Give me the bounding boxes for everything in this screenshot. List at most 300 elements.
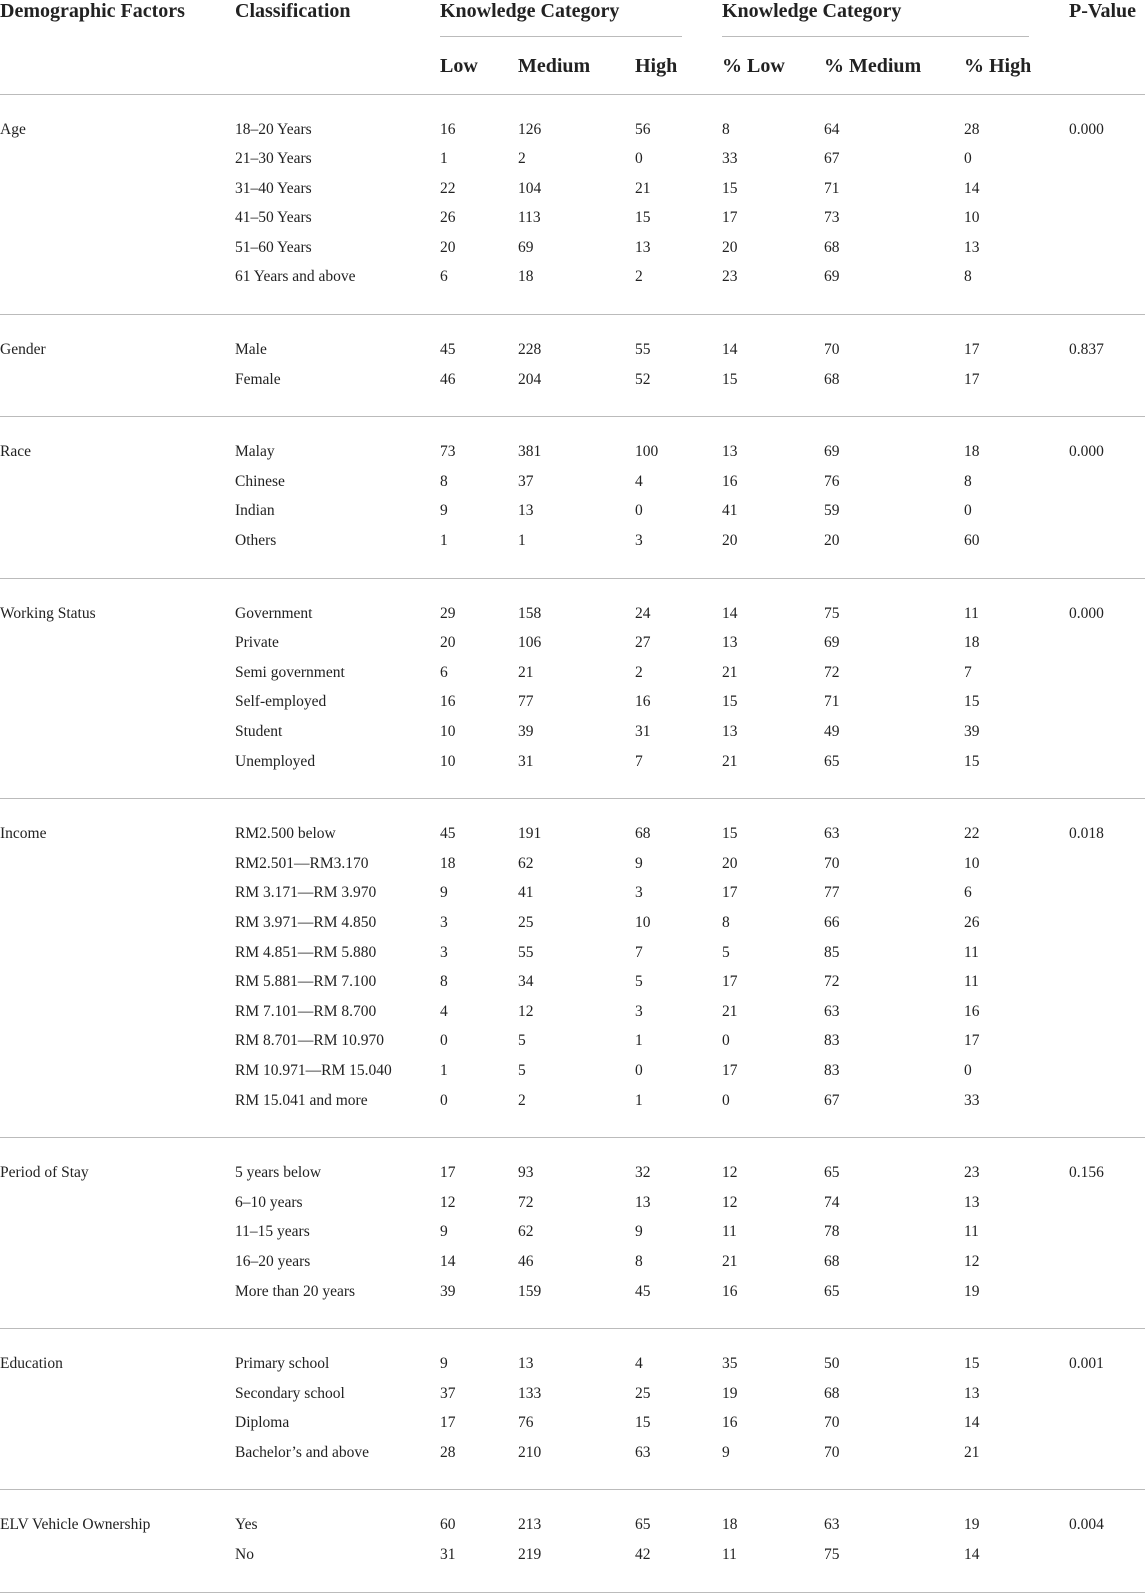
medium-count-cell: 113 bbox=[518, 209, 541, 227]
pct-low-cell: 17 bbox=[722, 1061, 738, 1079]
table-row bbox=[0, 908, 1145, 938]
high-count-cell: 24 bbox=[635, 604, 651, 622]
high-count-cell: 0 bbox=[635, 150, 643, 168]
classification-cell: 61 Years and above bbox=[235, 262, 440, 314]
table-row bbox=[0, 1329, 1145, 1379]
pct-high-cell: 0 bbox=[964, 1061, 972, 1079]
pct-high-cell: 14 bbox=[964, 1414, 980, 1432]
medium-count-cell: 37 bbox=[518, 472, 534, 490]
p-value-cell bbox=[1069, 1408, 1145, 1438]
pct-high-cell: 18 bbox=[964, 634, 980, 652]
pct-low-cell: 41 bbox=[722, 502, 738, 520]
table-row bbox=[0, 315, 1145, 365]
pct-low-cell: 15 bbox=[722, 365, 824, 417]
classification-cell: Male bbox=[235, 341, 267, 359]
factor-cell bbox=[0, 1247, 235, 1277]
classification-cell: Primary school bbox=[235, 1355, 330, 1373]
pct-high-cell: 11 bbox=[964, 604, 979, 622]
factor-cell bbox=[0, 144, 235, 174]
medium-count-cell: 210 bbox=[518, 1438, 635, 1490]
classification-cell: RM 4.851—RM 5.880 bbox=[235, 943, 377, 961]
table-row bbox=[0, 1490, 1145, 1540]
medium-count-cell: 31 bbox=[518, 747, 635, 799]
low-count-cell: 3 bbox=[440, 943, 448, 961]
low-count-cell: 60 bbox=[440, 1516, 456, 1534]
pct-medium-cell: 49 bbox=[824, 723, 840, 740]
medium-count-cell: 228 bbox=[518, 341, 542, 359]
low-count-cell: 17 bbox=[440, 1164, 456, 1182]
pct-low-cell: 20 bbox=[722, 854, 738, 872]
high-count-cell: 15 bbox=[635, 209, 651, 227]
classification-cell: Yes bbox=[235, 1516, 258, 1534]
pct-low-cell: 35 bbox=[722, 1355, 738, 1373]
low-count-cell: 1 bbox=[440, 1061, 448, 1079]
medium-count-cell: 381 bbox=[518, 443, 542, 461]
factor-cell: Gender bbox=[0, 341, 46, 359]
medium-count-cell: 25 bbox=[518, 913, 534, 931]
pct-low-cell: 21 bbox=[722, 1002, 738, 1020]
p-value-cell bbox=[1069, 997, 1145, 1027]
p-value-cell: 0.156 bbox=[1069, 1164, 1104, 1182]
pct-high-cell: 15 bbox=[964, 1355, 980, 1373]
pct-high-cell: 0 bbox=[964, 502, 972, 520]
p-value-cell bbox=[1069, 908, 1145, 938]
header-demographic-factors: Demographic Factors bbox=[0, 0, 185, 22]
low-count-cell: 18 bbox=[440, 854, 456, 872]
medium-count-cell: 77 bbox=[518, 693, 534, 711]
pct-high-cell: 26 bbox=[964, 913, 980, 931]
high-count-cell: 13 bbox=[635, 1193, 651, 1211]
pct-low-cell: 19 bbox=[722, 1384, 738, 1402]
high-count-cell: 3 bbox=[635, 526, 722, 578]
pct-low-cell: 11 bbox=[722, 1540, 824, 1592]
low-count-cell: 46 bbox=[440, 365, 518, 417]
pct-medium-cell: 83 bbox=[824, 1061, 840, 1079]
low-count-cell: 26 bbox=[440, 209, 456, 227]
pct-low-cell: 16 bbox=[722, 1277, 824, 1329]
factor-cell bbox=[0, 1188, 235, 1218]
low-count-cell: 29 bbox=[440, 604, 456, 622]
table-row bbox=[0, 687, 1145, 717]
classification-cell: 16–20 years bbox=[235, 1252, 311, 1270]
p-value-cell bbox=[1069, 878, 1145, 908]
high-count-cell: 52 bbox=[635, 365, 722, 417]
pct-medium-cell: 65 bbox=[824, 747, 964, 799]
low-count-cell: 16 bbox=[440, 693, 456, 711]
low-count-cell: 20 bbox=[440, 238, 456, 256]
high-count-cell: 25 bbox=[635, 1384, 651, 1402]
p-value-cell bbox=[1069, 938, 1145, 968]
p-value-cell bbox=[1069, 1247, 1145, 1277]
p-value-cell: 0.837 bbox=[1069, 341, 1104, 359]
factor-cell: Age bbox=[0, 120, 26, 138]
classification-cell: Malay bbox=[235, 443, 275, 461]
pct-medium-cell: 65 bbox=[824, 1164, 840, 1182]
factor-cell bbox=[0, 496, 235, 526]
pct-low-cell: 0 bbox=[722, 1086, 824, 1138]
classification-cell: Female bbox=[235, 365, 440, 417]
medium-count-cell: 12 bbox=[518, 1002, 534, 1020]
medium-count-cell: 72 bbox=[518, 1193, 534, 1211]
pct-medium-cell: 85 bbox=[824, 943, 840, 961]
pct-high-cell: 12 bbox=[964, 1252, 980, 1270]
factor-group bbox=[0, 578, 1145, 799]
low-count-cell: 20 bbox=[440, 634, 456, 652]
pct-medium-cell: 75 bbox=[824, 604, 840, 622]
factor-cell bbox=[0, 997, 235, 1027]
header-low: Low bbox=[440, 37, 518, 94]
high-count-cell: 21 bbox=[635, 179, 651, 197]
classification-cell: Student bbox=[235, 723, 283, 740]
pct-high-cell: 17 bbox=[964, 1032, 980, 1050]
pct-low-cell: 13 bbox=[722, 634, 738, 652]
pct-medium-cell: 64 bbox=[824, 120, 840, 138]
high-count-cell: 2 bbox=[635, 663, 643, 681]
pct-high-cell: 11 bbox=[964, 943, 979, 961]
high-count-cell: 3 bbox=[635, 1002, 643, 1020]
table-row bbox=[0, 628, 1145, 658]
low-count-cell: 6 bbox=[440, 262, 518, 314]
p-value-cell bbox=[1069, 1379, 1145, 1409]
medium-count-cell: 1 bbox=[518, 526, 635, 578]
pct-medium-cell: 71 bbox=[824, 179, 840, 197]
pct-medium-cell: 70 bbox=[824, 341, 840, 359]
table-row bbox=[0, 417, 1145, 467]
factor-cell bbox=[0, 1540, 235, 1592]
pct-high-cell: 15 bbox=[964, 747, 1069, 799]
classification-cell: Secondary school bbox=[235, 1384, 345, 1402]
table-row bbox=[0, 1540, 1145, 1592]
p-value-cell bbox=[1069, 717, 1145, 747]
pct-medium-cell: 67 bbox=[824, 1086, 964, 1138]
classification-cell: 6–10 years bbox=[235, 1193, 303, 1211]
high-count-cell: 100 bbox=[635, 443, 659, 461]
table-row bbox=[0, 747, 1145, 799]
low-count-cell: 73 bbox=[440, 443, 456, 461]
pct-medium-cell: 63 bbox=[824, 1002, 840, 1020]
pct-low-cell: 9 bbox=[722, 1438, 824, 1490]
table-row bbox=[0, 849, 1145, 879]
table-row bbox=[0, 262, 1145, 314]
pct-low-cell: 16 bbox=[722, 1414, 738, 1432]
pct-low-cell: 5 bbox=[722, 943, 730, 961]
pct-low-cell: 15 bbox=[722, 825, 738, 843]
factor-group bbox=[0, 417, 1145, 578]
low-count-cell: 9 bbox=[440, 1223, 448, 1241]
p-value-cell bbox=[1069, 144, 1145, 174]
pct-high-cell: 15 bbox=[964, 693, 980, 711]
high-count-cell: 45 bbox=[635, 1277, 722, 1329]
p-value-cell bbox=[1069, 262, 1145, 314]
pct-medium-cell: 75 bbox=[824, 1540, 964, 1592]
header-knowledge-category-counts: Knowledge Category bbox=[440, 0, 722, 37]
low-count-cell: 10 bbox=[440, 747, 518, 799]
low-count-cell: 8 bbox=[440, 973, 448, 991]
classification-cell: 21–30 Years bbox=[235, 150, 312, 168]
pct-high-cell: 33 bbox=[964, 1086, 1069, 1138]
high-count-cell: 15 bbox=[635, 1414, 651, 1432]
medium-count-cell: 104 bbox=[518, 179, 542, 197]
low-count-cell: 17 bbox=[440, 1414, 456, 1432]
factor-cell bbox=[0, 1086, 235, 1138]
classification-cell: Government bbox=[235, 604, 313, 622]
high-count-cell: 4 bbox=[635, 1355, 643, 1373]
classification-cell: Self-employed bbox=[235, 693, 327, 711]
classification-cell: 18–20 Years bbox=[235, 120, 312, 138]
p-value-cell bbox=[1069, 967, 1145, 997]
p-value-cell bbox=[1069, 628, 1145, 658]
high-count-cell: 0 bbox=[635, 502, 643, 520]
pct-medium-cell: 59 bbox=[824, 502, 840, 520]
p-value-cell bbox=[1069, 1026, 1145, 1056]
pct-high-cell: 16 bbox=[964, 1002, 980, 1020]
pct-low-cell: 18 bbox=[722, 1516, 738, 1534]
pct-high-cell: 8 bbox=[964, 262, 1069, 314]
table-row bbox=[0, 144, 1145, 174]
medium-count-cell: 5 bbox=[518, 1032, 526, 1050]
low-count-cell: 39 bbox=[440, 1277, 518, 1329]
pct-high-cell: 13 bbox=[964, 238, 980, 256]
pct-high-cell: 21 bbox=[964, 1438, 1069, 1490]
high-count-cell: 13 bbox=[635, 238, 651, 256]
factor-group bbox=[0, 315, 1145, 417]
classification-cell: 5 years below bbox=[235, 1164, 322, 1182]
header-p-value: P-Value bbox=[1069, 0, 1137, 22]
factor-cell bbox=[0, 365, 235, 417]
table-row bbox=[0, 997, 1145, 1027]
p-value-cell bbox=[1069, 658, 1145, 688]
factor-cell bbox=[0, 1379, 235, 1409]
low-count-cell: 0 bbox=[440, 1086, 518, 1138]
pct-low-cell: 13 bbox=[722, 443, 738, 461]
high-count-cell: 65 bbox=[635, 1516, 651, 1534]
medium-count-cell: 191 bbox=[518, 825, 542, 843]
pct-medium-cell: 77 bbox=[824, 884, 840, 902]
header-classification: Classification bbox=[235, 0, 351, 22]
pct-medium-cell: 68 bbox=[824, 238, 840, 256]
pct-low-cell: 15 bbox=[722, 179, 738, 197]
pct-low-cell: 20 bbox=[722, 526, 824, 578]
p-value-cell bbox=[1069, 1540, 1145, 1592]
low-count-cell: 8 bbox=[440, 472, 448, 490]
pct-high-cell: 14 bbox=[964, 179, 980, 197]
pct-low-cell: 12 bbox=[722, 1193, 738, 1211]
pct-medium-cell: 69 bbox=[824, 262, 964, 314]
p-value-cell bbox=[1069, 203, 1145, 233]
high-count-cell: 9 bbox=[635, 1223, 643, 1241]
pct-medium-cell: 63 bbox=[824, 1516, 840, 1534]
high-count-cell: 56 bbox=[635, 120, 651, 138]
pct-low-cell: 14 bbox=[722, 341, 738, 359]
high-count-cell: 55 bbox=[635, 341, 651, 359]
factor-group bbox=[0, 1329, 1145, 1490]
pct-medium-cell: 70 bbox=[824, 1414, 840, 1432]
pct-medium-cell: 74 bbox=[824, 1193, 840, 1211]
p-value-cell bbox=[1069, 233, 1145, 263]
p-value-cell bbox=[1069, 467, 1145, 497]
factor-group bbox=[0, 1138, 1145, 1329]
medium-count-cell: 39 bbox=[518, 723, 534, 740]
pct-low-cell: 12 bbox=[722, 1164, 738, 1182]
factor-cell bbox=[0, 1056, 235, 1086]
pct-medium-cell: 67 bbox=[824, 150, 840, 168]
table-row bbox=[0, 1379, 1145, 1409]
low-count-cell: 1 bbox=[440, 150, 448, 168]
factor-cell: Working Status bbox=[0, 604, 96, 622]
classification-cell: Diploma bbox=[235, 1414, 290, 1432]
table-row bbox=[0, 1138, 1145, 1188]
table-row bbox=[0, 1277, 1145, 1329]
pct-low-cell: 0 bbox=[722, 1032, 730, 1050]
high-count-cell: 42 bbox=[635, 1540, 722, 1592]
header-high: High bbox=[635, 37, 722, 94]
pct-medium-cell: 63 bbox=[824, 825, 840, 843]
classification-cell: Unemployed bbox=[235, 747, 440, 799]
medium-count-cell: 159 bbox=[518, 1277, 635, 1329]
pct-medium-cell: 71 bbox=[824, 693, 840, 711]
pct-high-cell: 14 bbox=[964, 1540, 1069, 1592]
medium-count-cell: 13 bbox=[518, 502, 534, 520]
p-value-cell: 0.001 bbox=[1069, 1355, 1104, 1373]
header-knowledge-category-percent: Knowledge Category bbox=[722, 0, 1069, 37]
pct-medium-cell: 66 bbox=[824, 913, 840, 931]
pct-high-cell: 6 bbox=[964, 884, 972, 902]
pct-low-cell: 21 bbox=[722, 1252, 738, 1270]
classification-cell: Private bbox=[235, 634, 279, 652]
factor-cell bbox=[0, 849, 235, 879]
pct-medium-cell: 70 bbox=[824, 854, 840, 872]
factor-group bbox=[0, 799, 1145, 1138]
pct-low-cell: 8 bbox=[722, 913, 730, 931]
classification-cell: 31–40 Years bbox=[235, 179, 312, 197]
high-count-cell: 2 bbox=[635, 262, 722, 314]
table-row bbox=[0, 938, 1145, 968]
factor-cell bbox=[0, 262, 235, 314]
pct-medium-cell: 68 bbox=[824, 1384, 840, 1402]
low-count-cell: 9 bbox=[440, 884, 448, 902]
p-value-cell bbox=[1069, 687, 1145, 717]
classification-cell: Chinese bbox=[235, 472, 285, 490]
low-count-cell: 9 bbox=[440, 1355, 448, 1373]
factor-cell bbox=[0, 938, 235, 968]
factor-cell bbox=[0, 1026, 235, 1056]
pct-low-cell: 33 bbox=[722, 150, 738, 168]
table-row bbox=[0, 95, 1145, 145]
factor-cell: Education bbox=[0, 1355, 63, 1373]
medium-count-cell: 13 bbox=[518, 1355, 534, 1373]
classification-cell: 41–50 Years bbox=[235, 209, 312, 227]
low-count-cell: 12 bbox=[440, 1193, 456, 1211]
pct-low-cell: 21 bbox=[722, 747, 824, 799]
factor-cell bbox=[0, 747, 235, 799]
low-count-cell: 10 bbox=[440, 723, 456, 740]
table-row bbox=[0, 1188, 1145, 1218]
pct-low-cell: 23 bbox=[722, 262, 824, 314]
pct-medium-cell: 68 bbox=[824, 365, 964, 417]
factor-cell bbox=[0, 1217, 235, 1247]
table-row bbox=[0, 658, 1145, 688]
table-row bbox=[0, 878, 1145, 908]
high-count-cell: 9 bbox=[635, 854, 643, 872]
medium-count-cell: 106 bbox=[518, 634, 542, 652]
pct-medium-cell: 68 bbox=[824, 1252, 840, 1270]
low-count-cell: 22 bbox=[440, 179, 456, 197]
table-row bbox=[0, 365, 1145, 417]
p-value-cell: 0.004 bbox=[1069, 1516, 1104, 1534]
factor-cell: Period of Stay bbox=[0, 1164, 89, 1182]
pct-medium-cell: 70 bbox=[824, 1438, 964, 1490]
pct-high-cell: 18 bbox=[964, 443, 980, 461]
medium-count-cell: 219 bbox=[518, 1540, 635, 1592]
classification-cell: Others bbox=[235, 526, 440, 578]
high-count-cell: 10 bbox=[635, 913, 651, 931]
p-value-cell bbox=[1069, 1277, 1145, 1329]
factor-cell bbox=[0, 967, 235, 997]
header-pct-high: % High bbox=[964, 37, 1069, 94]
high-count-cell: 16 bbox=[635, 693, 651, 711]
classification-cell: Semi government bbox=[235, 663, 345, 681]
pct-low-cell: 11 bbox=[722, 1223, 737, 1241]
factor-cell bbox=[0, 628, 235, 658]
low-count-cell: 6 bbox=[440, 663, 448, 681]
pct-low-cell: 17 bbox=[722, 973, 738, 991]
pct-high-cell: 22 bbox=[964, 825, 980, 843]
pct-medium-cell: 69 bbox=[824, 634, 840, 652]
low-count-cell: 37 bbox=[440, 1384, 456, 1402]
medium-count-cell: 62 bbox=[518, 1223, 534, 1241]
pct-high-cell: 10 bbox=[964, 209, 980, 227]
pct-low-cell: 8 bbox=[722, 120, 730, 138]
pct-high-cell: 60 bbox=[964, 526, 1069, 578]
high-count-cell: 4 bbox=[635, 472, 643, 490]
classification-cell: RM 3.171—RM 3.970 bbox=[235, 884, 377, 902]
medium-count-cell: 2 bbox=[518, 150, 526, 168]
pct-medium-cell: 69 bbox=[824, 443, 840, 461]
pct-medium-cell: 50 bbox=[824, 1355, 840, 1373]
table-row bbox=[0, 467, 1145, 497]
low-count-cell: 4 bbox=[440, 1002, 448, 1020]
p-value-cell: 0.018 bbox=[1069, 825, 1104, 843]
pct-low-cell: 21 bbox=[722, 663, 738, 681]
pct-high-cell: 17 bbox=[964, 365, 1069, 417]
p-value-cell bbox=[1069, 526, 1145, 578]
medium-count-cell: 2 bbox=[518, 1086, 635, 1138]
high-count-cell: 63 bbox=[635, 1438, 722, 1490]
p-value-cell bbox=[1069, 496, 1145, 526]
factor-group bbox=[0, 95, 1145, 315]
p-value-cell bbox=[1069, 1438, 1145, 1490]
table-row bbox=[0, 174, 1145, 204]
classification-cell: RM 3.971—RM 4.850 bbox=[235, 913, 377, 931]
pct-high-cell: 10 bbox=[964, 854, 980, 872]
table-row bbox=[0, 1056, 1145, 1086]
pct-high-cell: 39 bbox=[964, 723, 980, 740]
factor-cell bbox=[0, 526, 235, 578]
high-count-cell: 1 bbox=[635, 1086, 722, 1138]
high-count-cell: 7 bbox=[635, 747, 722, 799]
table-row bbox=[0, 967, 1145, 997]
pct-medium-cell: 65 bbox=[824, 1277, 964, 1329]
low-count-cell: 45 bbox=[440, 341, 456, 359]
medium-count-cell: 46 bbox=[518, 1252, 534, 1270]
medium-count-cell: 21 bbox=[518, 663, 534, 681]
data-rows-table bbox=[0, 95, 1145, 1593]
low-count-cell: 3 bbox=[440, 913, 448, 931]
pct-high-cell: 19 bbox=[964, 1277, 1069, 1329]
pct-medium-cell: 78 bbox=[824, 1223, 840, 1241]
pct-medium-cell: 72 bbox=[824, 663, 840, 681]
table-row bbox=[0, 1026, 1145, 1056]
